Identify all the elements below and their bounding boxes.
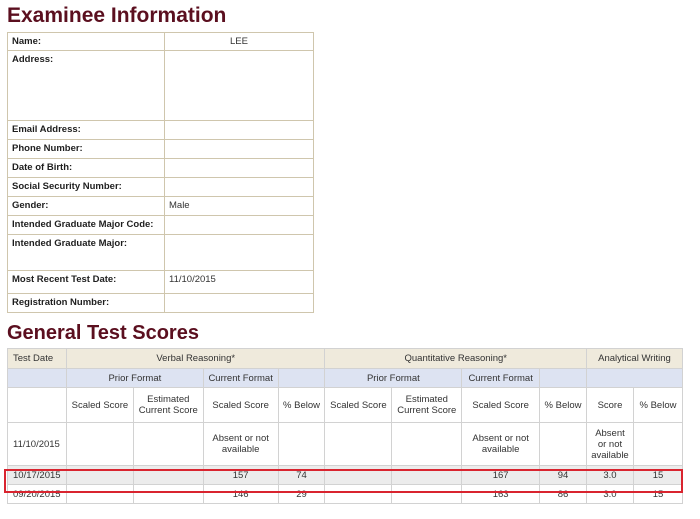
phone-label: Phone Number: xyxy=(8,140,165,159)
table-row xyxy=(8,466,683,485)
name-label: Name: xyxy=(8,33,165,51)
registration-label: Registration Number: xyxy=(8,294,165,313)
info-row-gender xyxy=(8,197,314,216)
registration-value xyxy=(165,294,314,313)
quant-scaled-prior xyxy=(325,423,392,466)
writing-percent-below-header: % Below xyxy=(633,388,682,423)
test-date-header: Test Date xyxy=(8,349,67,369)
info-row-recent-test xyxy=(8,271,314,294)
scores-table xyxy=(7,348,683,504)
writing-score: Absent or not available xyxy=(586,423,633,466)
scores-column-header-row xyxy=(8,388,683,423)
email-label: Email Address: xyxy=(8,121,165,140)
verbal-estimated-header: Estimated Current Score xyxy=(133,388,203,423)
address-label: Address: xyxy=(8,51,165,121)
verbal-percent-below xyxy=(278,423,325,466)
quant-scaled-prior-header: Scaled Score xyxy=(325,388,392,423)
info-row-phone xyxy=(8,140,314,159)
major-label: Intended Graduate Major: xyxy=(8,235,165,271)
examinee-info-title: Examinee Information xyxy=(7,4,227,27)
scores-group-header-row xyxy=(8,349,683,369)
verbal-scaled-prior xyxy=(66,466,133,485)
quant-estimated xyxy=(392,466,462,485)
table-row xyxy=(8,485,683,504)
row-test-date: 09/20/2015 xyxy=(8,485,67,504)
info-row-address xyxy=(8,51,314,121)
column-header-empty xyxy=(8,388,67,423)
verbal-percent-below: 74 xyxy=(278,466,325,485)
quant-percent-below xyxy=(540,423,587,466)
quant-scaled-current: 167 xyxy=(462,466,540,485)
writing-format-empty xyxy=(586,369,682,388)
verbal-reasoning-header: Verbal Reasoning* xyxy=(66,349,325,369)
verbal-estimated xyxy=(133,485,203,504)
ssn-value xyxy=(165,178,314,197)
quant-prior-format-header: Prior Format xyxy=(325,369,462,388)
verbal-format-empty xyxy=(278,369,325,388)
dob-value xyxy=(165,159,314,178)
verbal-scaled-current-header: Scaled Score xyxy=(203,388,278,423)
row-test-date: 11/10/2015 xyxy=(8,423,67,466)
quant-scaled-prior xyxy=(325,466,392,485)
verbal-estimated xyxy=(133,423,203,466)
info-row-ssn xyxy=(8,178,314,197)
verbal-current-format-header: Current Format xyxy=(203,369,278,388)
gender-label: Gender: xyxy=(8,197,165,216)
quant-format-empty xyxy=(540,369,587,388)
quant-estimated-header: Estimated Current Score xyxy=(392,388,462,423)
verbal-scaled-current: 157 xyxy=(203,466,278,485)
dob-label: Date of Birth: xyxy=(8,159,165,178)
verbal-estimated xyxy=(133,466,203,485)
quant-estimated xyxy=(392,485,462,504)
verbal-scaled-current: Absent or not available xyxy=(203,423,278,466)
quant-estimated xyxy=(392,423,462,466)
email-value xyxy=(165,121,314,140)
verbal-scaled-prior xyxy=(66,485,133,504)
name-value: LEE xyxy=(165,33,314,51)
quant-current-format-header: Current Format xyxy=(462,369,540,388)
recent-test-label: Most Recent Test Date: xyxy=(8,271,165,294)
analytical-writing-header: Analytical Writing xyxy=(586,349,682,369)
quant-scaled-current-header: Scaled Score xyxy=(462,388,540,423)
info-row-major xyxy=(8,235,314,271)
quant-percent-below-header: % Below xyxy=(540,388,587,423)
quant-percent-below: 94 xyxy=(540,466,587,485)
info-row-major-code xyxy=(8,216,314,235)
verbal-percent-below: 29 xyxy=(278,485,325,504)
gender-value: Male xyxy=(165,197,314,216)
address-value xyxy=(165,51,314,121)
major-code-label: Intended Graduate Major Code: xyxy=(8,216,165,235)
table-row xyxy=(8,423,683,466)
writing-score-header: Score xyxy=(586,388,633,423)
quant-scaled-prior xyxy=(325,485,392,504)
examinee-info-table xyxy=(7,32,314,313)
recent-test-value: 11/10/2015 xyxy=(165,271,314,294)
verbal-scaled-prior xyxy=(66,423,133,466)
info-row-name xyxy=(8,33,314,51)
verbal-prior-format-header: Prior Format xyxy=(66,369,203,388)
quant-scaled-current: 163 xyxy=(462,485,540,504)
quantitative-reasoning-header: Quantitative Reasoning* xyxy=(325,349,587,369)
writing-percent-below xyxy=(633,423,682,466)
quant-scaled-current: Absent or not available xyxy=(462,423,540,466)
major-code-value xyxy=(165,216,314,235)
general-test-scores-title: General Test Scores xyxy=(7,322,199,344)
writing-score: 3.0 xyxy=(586,466,633,485)
phone-value xyxy=(165,140,314,159)
ssn-label: Social Security Number: xyxy=(8,178,165,197)
info-row-email xyxy=(8,121,314,140)
verbal-scaled-prior-header: Scaled Score xyxy=(66,388,133,423)
major-value xyxy=(165,235,314,271)
writing-score: 3.0 xyxy=(586,485,633,504)
info-row-dob xyxy=(8,159,314,178)
verbal-percent-below-header: % Below xyxy=(278,388,325,423)
writing-percent-below: 15 xyxy=(633,466,682,485)
info-row-registration xyxy=(8,294,314,313)
verbal-scaled-current: 146 xyxy=(203,485,278,504)
quant-percent-below: 86 xyxy=(540,485,587,504)
row-test-date: 10/17/2015 xyxy=(8,466,67,485)
scores-format-header-row xyxy=(8,369,683,388)
format-header-empty xyxy=(8,369,67,388)
writing-percent-below: 15 xyxy=(633,485,682,504)
